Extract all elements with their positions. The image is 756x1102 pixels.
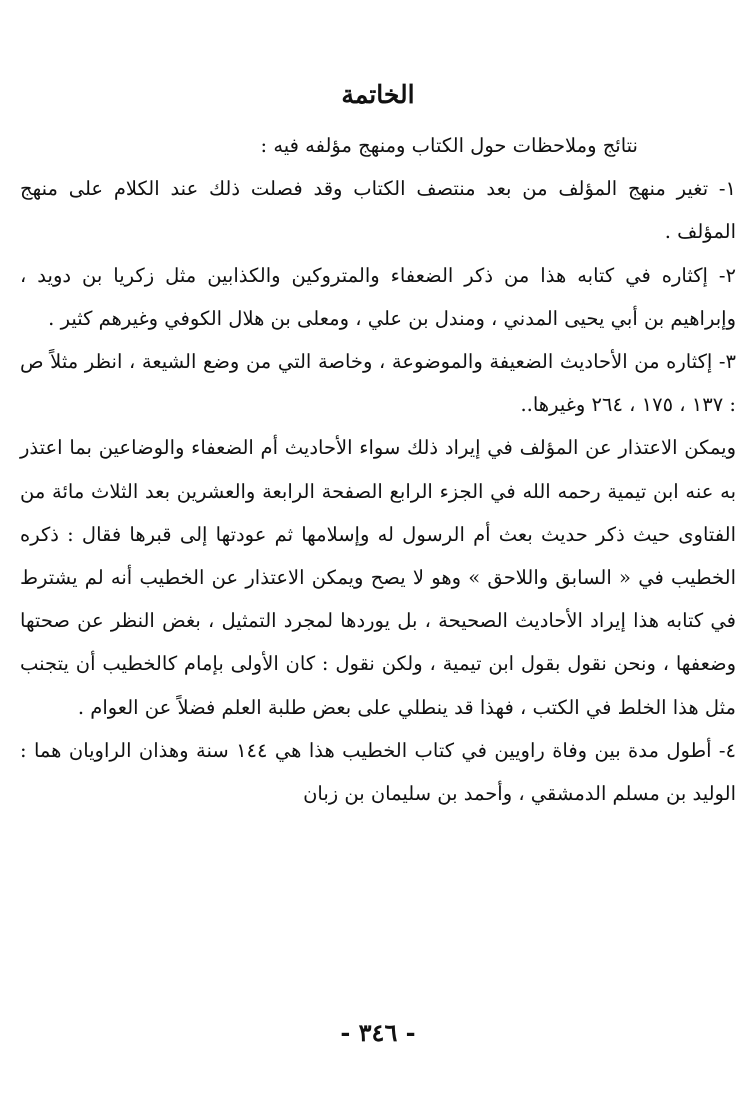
list-item: ٤- أطول مدة بين وفاة راويين في كتاب الخطيب هذا هي ١٤٤ سنة وهذان الراويان هما : الوليد بن مسلم الدمشقي ، وأحمد بن سليمان بن زبان xyxy=(20,738,737,806)
page-number: - ٣٤٦ - xyxy=(340,1018,416,1047)
list-item: ٣- إكثاره من الأحاديث الضعيفة والموضوعة ، وخاصة التي من وضع الشيعة ، انظر مثلاً ص : ١٣٧ ، ١٧٥ ، ٢٦٤ وغيرها.. xyxy=(20,350,736,417)
body-text xyxy=(20,124,736,815)
list-item: ١- تغير منهج المؤلف من بعد منتصف الكتاب وقد فصلت ذلك عند الكلام على منهج المؤلف . xyxy=(20,177,736,244)
body-paragraph: ويمكن الاعتذار عن المؤلف في إيراد ذلك سواء الأحاديث أم الضعفاء والوضاعين بما اعتذر به عنه ابن تيمية رحمه الله في الجزء الرابع الصفحة الرابعة والعشرين بعد الثلاث مائة من الفتاوى حيث ذكر حديث بعث أم الرسول له وإسلامها ثم عودتها إلى قبرها فقال : ذكره الخطيب في « السابق واللاحق » وهو لا يصح ويمكن الاعتذار عن الخطيب أنه لم يشترط في كتابه هذا إيراد الأحاديث الصحيحة ، بل يوردها لمجرد التمثيل ، بغض النظر عن صحتها وضعفها ، ونحن نقول بقول ابن تيمية ، ولكن نقول : كان الأولى بإمام كالخطيب أن يتجنب مثل هذا الخلط في الكتب ، فهذا قد ينطلي على بعض طلبة العلم فضلاً عن العوام . xyxy=(20,436,736,719)
intro-paragraph: نتائج وملاحظات حول الكتاب ومنهج مؤلفه فيه : xyxy=(260,134,638,157)
chapter-title: الخاتمة xyxy=(341,80,415,109)
list-item: ٢- إكثاره في كتابه هذا من ذكر الضعفاء والمتروكين والكذابين مثل زكريا بن دويد ، وإبراهيم بن أبي يحيى المدني ، ومندل بن علي ، ومعلى بن هلال الكوفي وغيرهم كثير . xyxy=(20,263,736,330)
